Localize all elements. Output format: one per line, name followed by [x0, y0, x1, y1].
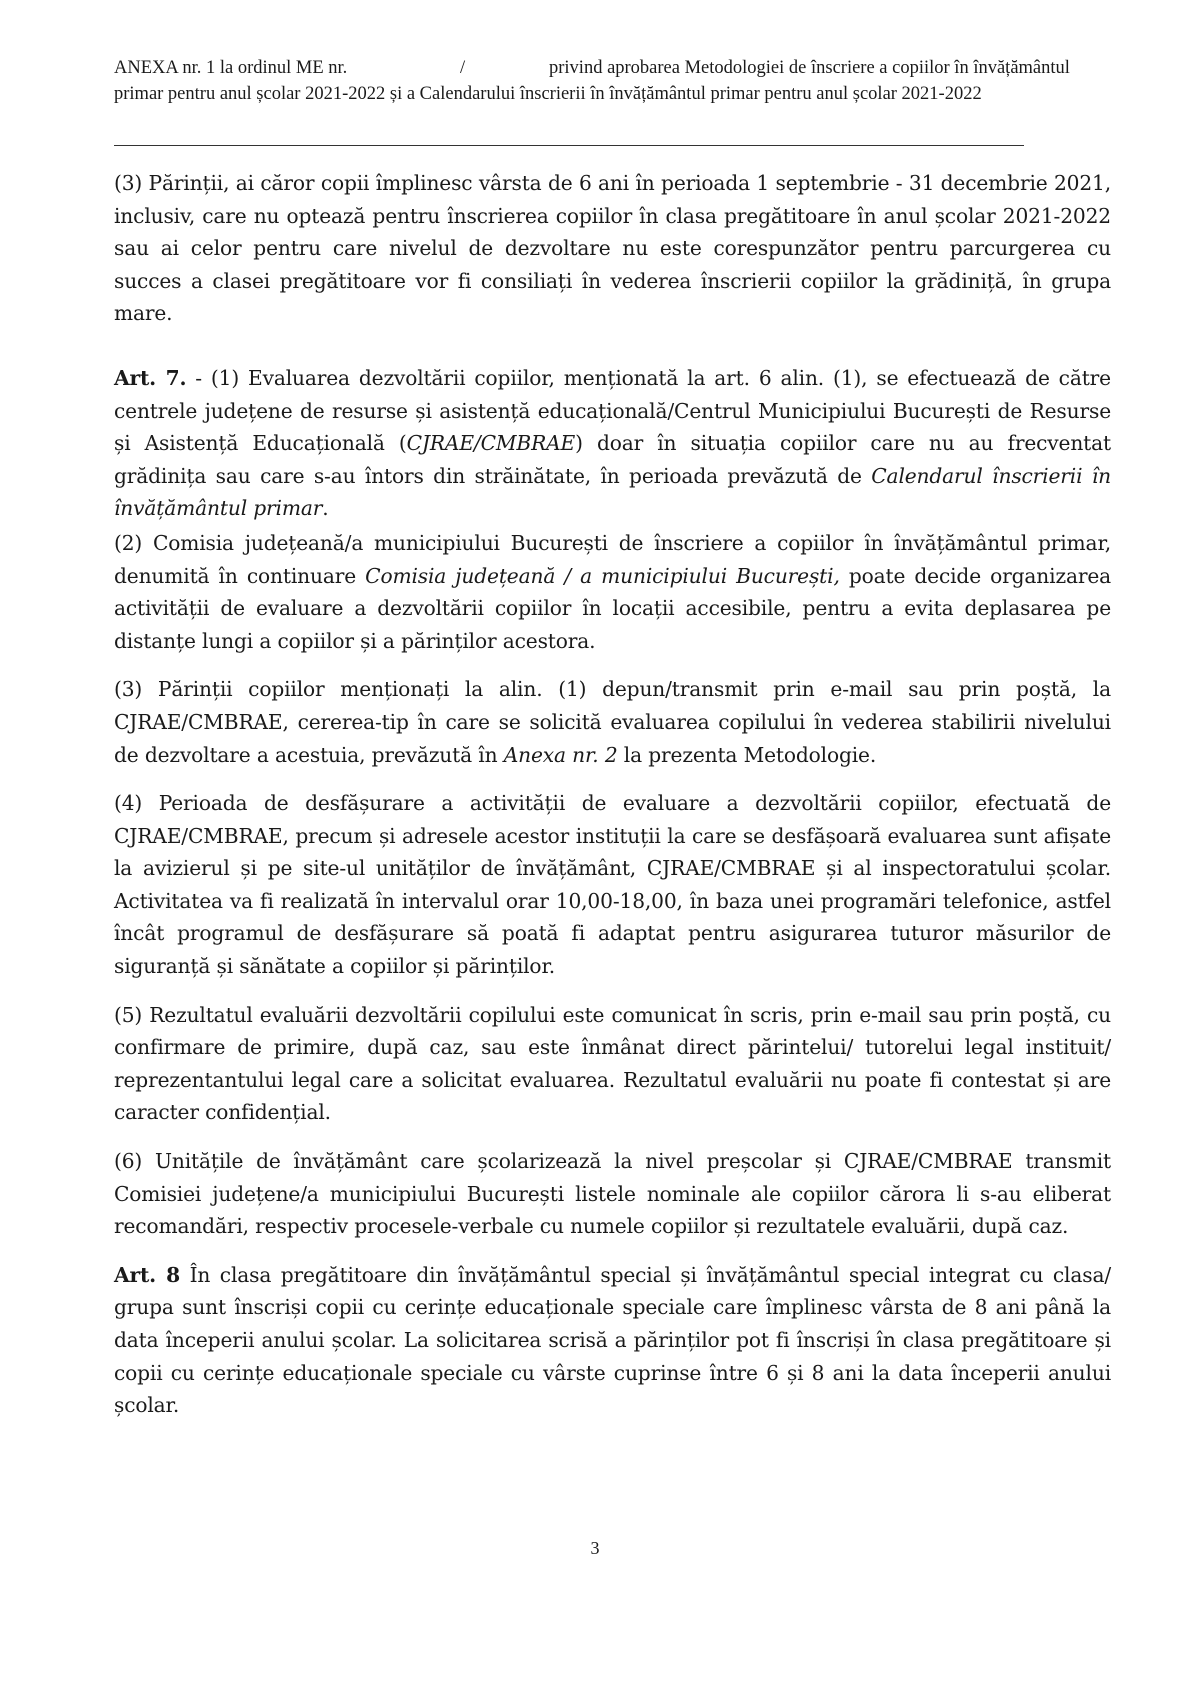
- art7-text-2: ) doar în situația copiilor care nu au frecventat grădinița sau care s-au întors din străinătate, în perioada prevăzută de: [114, 431, 1111, 488]
- header-line-1: [114, 55, 1104, 81]
- art7-text-1: - (1) Evaluarea dezvoltării copiilor, menționată la art. 6 alin. (1), se efectuează de către centrele județene de resurse și asistență educațională/Centrul Municipiului București de Resurse și Asistență Educațională (: [114, 365, 1111, 456]
- paragraph-art7-6: (6) Unitățile de învățământ care școlarizează la nivel preșcolar și CJRAE/CMBRAE transmit Comisiei județene/a municipiului București listele nominale ale copiilor cărora li s-au eliberat recomandări, respectiv procesele-verbale cu numele copiilor și rezultatele evaluării, după caz.: [114, 1149, 1111, 1239]
- article-label-art7: Art. 7.: [114, 365, 187, 390]
- paragraph-art6-3: (3) Părinții, ai căror copii împlinesc vârsta de 6 ani în perioada 1 septembrie - 31 decembrie 2021, inclusiv, care nu optează pentru înscrierea copiilor în clasa pregătitoare în anul școlar 2021-2022 sau ai celor pentru care nivelul de dezvoltare nu este corespunzător pentru parcurgerea cu succes a clasei pregătitoare vor fi consiliați în vederea înscrierii copiilor la grădiniță, în grupa mare.: [114, 171, 1111, 326]
- paragraph-art7-2: [114, 527, 1111, 657]
- art7-3-annex-reference: Anexa nr. 2: [503, 742, 618, 767]
- header-slash: /: [460, 58, 466, 78]
- art7-calendar-reference: Calendarul înscrierii în învățământul primar: [114, 463, 1111, 521]
- header-annex-label: ANEXA nr. 1 la ordinul ME nr.: [114, 58, 348, 78]
- paragraph-art7-3: [114, 673, 1111, 771]
- art7-3-text-1: (3) Părinții copiilor menționați la alin. (1) depun/transmit prin e-mail sau prin poștă, la CJRAE/CMBRAE, cererea-tip în care se solicită evaluarea copilului în vederea stabilirii nivelului de dezvoltare a acestuia, prevăzută în: [114, 677, 1111, 767]
- art8-text: În clasa pregătitoare din învățământul special și învățământul special integrat cu clasa/ grupa sunt înscriși copii cu cerințe educaționale speciale care împlinesc vârsta de 8 ani până la data începerii anului școlar. La solicitarea scrisă a părinților pot fi înscriși în clasa pregătitoare și copii cu cerințe educaționale speciale cu vârste cuprinse între 6 și 8 ani la data începerii anului școlar.: [114, 1262, 1111, 1418]
- page-number: 3: [590, 1538, 600, 1558]
- header-line-2: primar pentru anul școlar 2021-2022 și a Calendarului înscrierii în învățământul primar pentru anul școlar 2021-2022: [114, 84, 982, 104]
- paragraph-art7-5: (5) Rezultatul evaluării dezvoltării copilului este comunicat în scris, prin e-mail sau prin poștă, cu confirmare de primire, după caz, sau este înmânat direct părintelui/ tutorelui legal instituit/ reprezentantului legal care a solicitat evaluarea. Rezultatul evaluării nu poate fi contestat și are caracter confidențial.: [114, 1002, 1111, 1125]
- art7-2-text-2: poate decide organizarea activității de evaluare a dezvoltării copiilor în locații accesibile, pentru a evita deplasarea pe distanțe lungi a copiilor și a părinților acestora.: [114, 563, 1112, 653]
- article-label-art8: Art. 8: [114, 1262, 181, 1287]
- paragraph-art7-4: (4) Perioada de desfășurare a activității de evaluare a dezvoltării copiilor, efectuată de CJRAE/CMBRAE, precum și adresele acestor instituții la care se desfășoară evaluarea sunt afișate la avizierul și pe site-ul unităților de învățământ, CJRAE/CMBRAE și al inspectoratului școlar. Activitatea va fi realizată în intervalul orar 10,00-18,00, în baza unei programări telefonice, astfel încât programul de desfășurare să poată fi adaptat pentru asigurarea tuturor măsurilor de siguranță și sănătate a copiilor și părinților.: [114, 791, 1111, 979]
- art7-text-3: .: [322, 496, 329, 521]
- art7-2-commission-name: Comisia județeană / a municipiului București,: [365, 563, 840, 588]
- art7-2-text-1: (2) Comisia județeană/a municipiului București de înscriere a copiilor în învățământul primar, denumită în continuare: [114, 530, 1111, 588]
- document-header: [114, 55, 1104, 107]
- art7-abbreviation: CJRAE/CMBRAE: [406, 431, 576, 456]
- document-body: [114, 167, 1111, 1422]
- header-title-part1: privind aprobarea Metodologiei de înscriere a copiilor în învățământul: [549, 58, 1070, 78]
- art7-3-text-2: la prezenta Metodologie.: [617, 742, 877, 767]
- paragraph-art7-1: [114, 362, 1111, 525]
- header-divider: [114, 145, 1024, 146]
- paragraph-art8: [114, 1259, 1111, 1422]
